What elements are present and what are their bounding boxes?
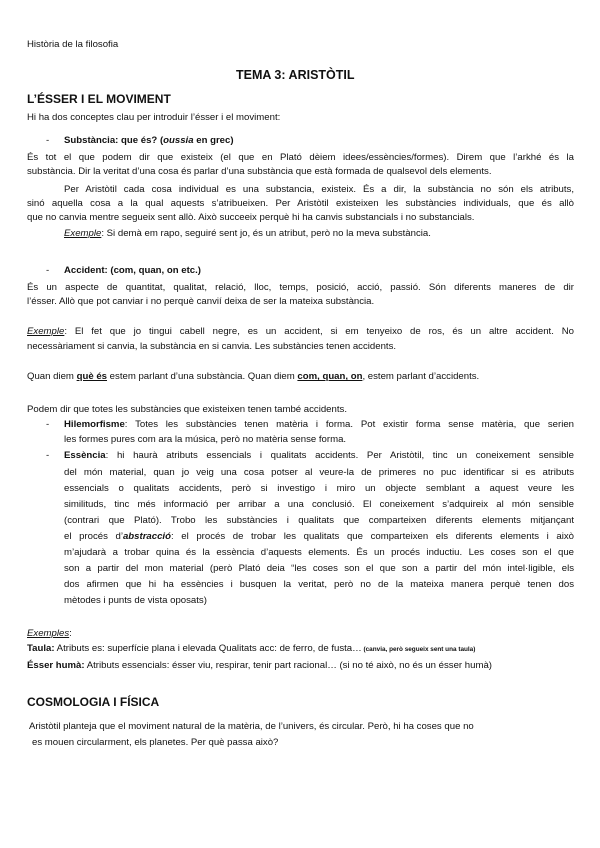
hilemorfisme-label: Hilemorfisme xyxy=(64,419,125,430)
oussia-term: oussia xyxy=(163,135,194,146)
example-huma xyxy=(27,659,492,673)
exemples-colon: : xyxy=(69,628,72,639)
intro-text: Hi ha dos conceptes clau per introduir l’ésser i el moviment: xyxy=(27,112,281,123)
qd-e: , estem parlant d’accidents. xyxy=(362,371,480,382)
substancia-example xyxy=(64,227,431,241)
bullet-dash: - xyxy=(46,135,50,146)
accident-example-line2: necessàriament si canvia, la substància en si canvia. Les substàncies tenen accidents. xyxy=(27,341,397,352)
taula-label: Taula: xyxy=(27,643,55,654)
example-taula xyxy=(27,642,475,657)
course-header: Història de la filosofia xyxy=(27,39,119,50)
substancia-label: Substància: que és? ( xyxy=(64,135,164,146)
accident-p1-line1: És un aspecte de quantitat, qualitat, relació, lloc, temps, posició, acció, passió. Són diferents maneres de dir xyxy=(27,282,574,293)
cosmologia-line1: Aristòtil planteja que el moviment natural de la matèria, de l’univers, és circular. Però, hi ha coses que no xyxy=(29,721,474,732)
essencia-line6 xyxy=(64,530,574,544)
exemples-label: Exemples xyxy=(27,628,70,639)
abstraccio-term: abstracció xyxy=(122,531,171,542)
section-heading-esser: L’ÉSSER I EL MOVIMENT xyxy=(27,92,171,106)
substancia-p2-line1: Per Aristòtil cada cosa individual es una substancia, existeix. És a dir, la substància no són els atributs, xyxy=(64,184,574,195)
bullet-dash: - xyxy=(46,450,50,461)
huma-text: Atributs essencials: ésser viu, respirar, tenir part racional… (si no té això, no és un ésser humà) xyxy=(84,660,492,671)
accident-p1-line2: l’ésser. Allò que pot canviar i no perquè canvií deixa de ser la mateixa substància. xyxy=(27,296,375,307)
section-heading-cosmologia: COSMOLOGIA I FÍSICA xyxy=(27,695,160,709)
hilemorfisme-line1 xyxy=(64,418,574,432)
com-quan-on-term: com, quan, on xyxy=(297,371,363,382)
substancia-p1-line1: És tot el que podem dir que existeix (el que en Plató dèiem idees/essències/formes). Direm que l’arkhé és la xyxy=(27,152,574,163)
example-label: Exemple xyxy=(27,326,65,337)
essencia-line4: similituds, tinc més informació per arribar a una conclusió. El coneixement s’adquireix al món sensible xyxy=(64,499,574,510)
essencia-l6c: : el procés de trobar les qualitats que comparteixen els diferents elements i això xyxy=(170,531,574,542)
quan-diem-sentence xyxy=(27,370,479,384)
substancia-p2-line2: sinó aquella cosa a la qual aquests s’atribueixen. Per Aristòtil existeixen les substàncies individuals, que és allò xyxy=(27,198,574,209)
example-text: : Si demà em rapo, seguiré sent jo, és un atribut, però no la meva substància. xyxy=(101,228,431,239)
exemples-heading xyxy=(27,627,72,641)
qd-a: Quan diem xyxy=(27,371,77,382)
essencia-line1 xyxy=(64,449,574,463)
hilemorfisme-text: : Totes les substàncies tenen matèria i forma. Pot existir forma sense matèria, que serien xyxy=(124,419,574,430)
bullet-dash: - xyxy=(46,265,50,276)
que-es-term: què és xyxy=(76,371,108,382)
qd-c: estem parlant d’una substància. Quan diem xyxy=(107,371,298,382)
hilemorfisme-line2: les formes pures com ara la música, però no matèria sense forma. xyxy=(64,434,347,445)
essencia-line5: (contrari que Plató). Trobo les substàncies i qualitats que comparteixen diferents elements mitjançant xyxy=(64,515,574,526)
accident-example-line1 xyxy=(27,325,574,339)
cosmologia-line2: es mouen circularment, els planetes. Per què passa això? xyxy=(32,737,279,748)
essencia-text: : hi haurà atributs essencials i qualitats accidents. Per Aristòtil, tinc un coneixement sensible xyxy=(105,450,574,461)
taula-note: (canvia, però segueix sent una taula) xyxy=(361,646,476,653)
huma-label: Ésser humà: xyxy=(27,660,85,671)
essencia-line7: m’ajudarà a trobar quina és la essència d’aquests elements. És un procés inductiu. Les coses son el que xyxy=(64,547,574,558)
example-label: Exemple xyxy=(64,228,102,239)
bullet-accident: Accident: (com, quan, on etc.) xyxy=(64,265,201,276)
essencia-line2: del món material, quan jo veig una cosa potser al veure-la de primeres no puc identificar si es atributs xyxy=(64,467,574,478)
example-text: : El fet que jo tingui cabell negre, es un accident, si em tenyeixo de ros, és un altre accident. No xyxy=(64,326,574,337)
bullet-dash: - xyxy=(46,419,50,430)
essencia-line10: mètodes i punts de vista oposats) xyxy=(64,595,207,606)
essencia-line3: essencials o qualitats accidents, però si investigo i miro un objecte semblant a aquest veure les xyxy=(64,483,574,494)
substancia-label-tail: en grec) xyxy=(193,135,234,146)
bullet-substancia xyxy=(64,134,234,148)
essencia-line9: dos afirmen que hi ha essències i busquen la veritat, però no de la mateixa manera perquè tenen dos xyxy=(64,579,574,590)
essencia-l6a: el procés d’ xyxy=(64,531,123,542)
substancia-p1-line2: substància. Dir la veritat d’una cosa és parlar d’una substància que està formada de qualsevol dels elements. xyxy=(27,166,492,177)
essencia-label: Essència xyxy=(64,450,106,461)
page-title: TEMA 3: ARISTÒTIL xyxy=(236,68,355,82)
essencia-line8: son a partir del mon material (però Plató deia “les coses son el que son a partir del món intel·ligible, els xyxy=(64,563,574,574)
substancia-p2-line3: que no canvia mentre segueix sent allò. Això succeeix perquè hi ha canvis substancials i no substancials. xyxy=(27,212,475,223)
taula-text: Atributs es: superfície plana i elevada Qualitats acc: de ferro, de fusta… xyxy=(54,643,362,654)
podem-dir-text: Podem dir que totes les substàncies que existeixen tenen també accidents. xyxy=(27,404,347,415)
